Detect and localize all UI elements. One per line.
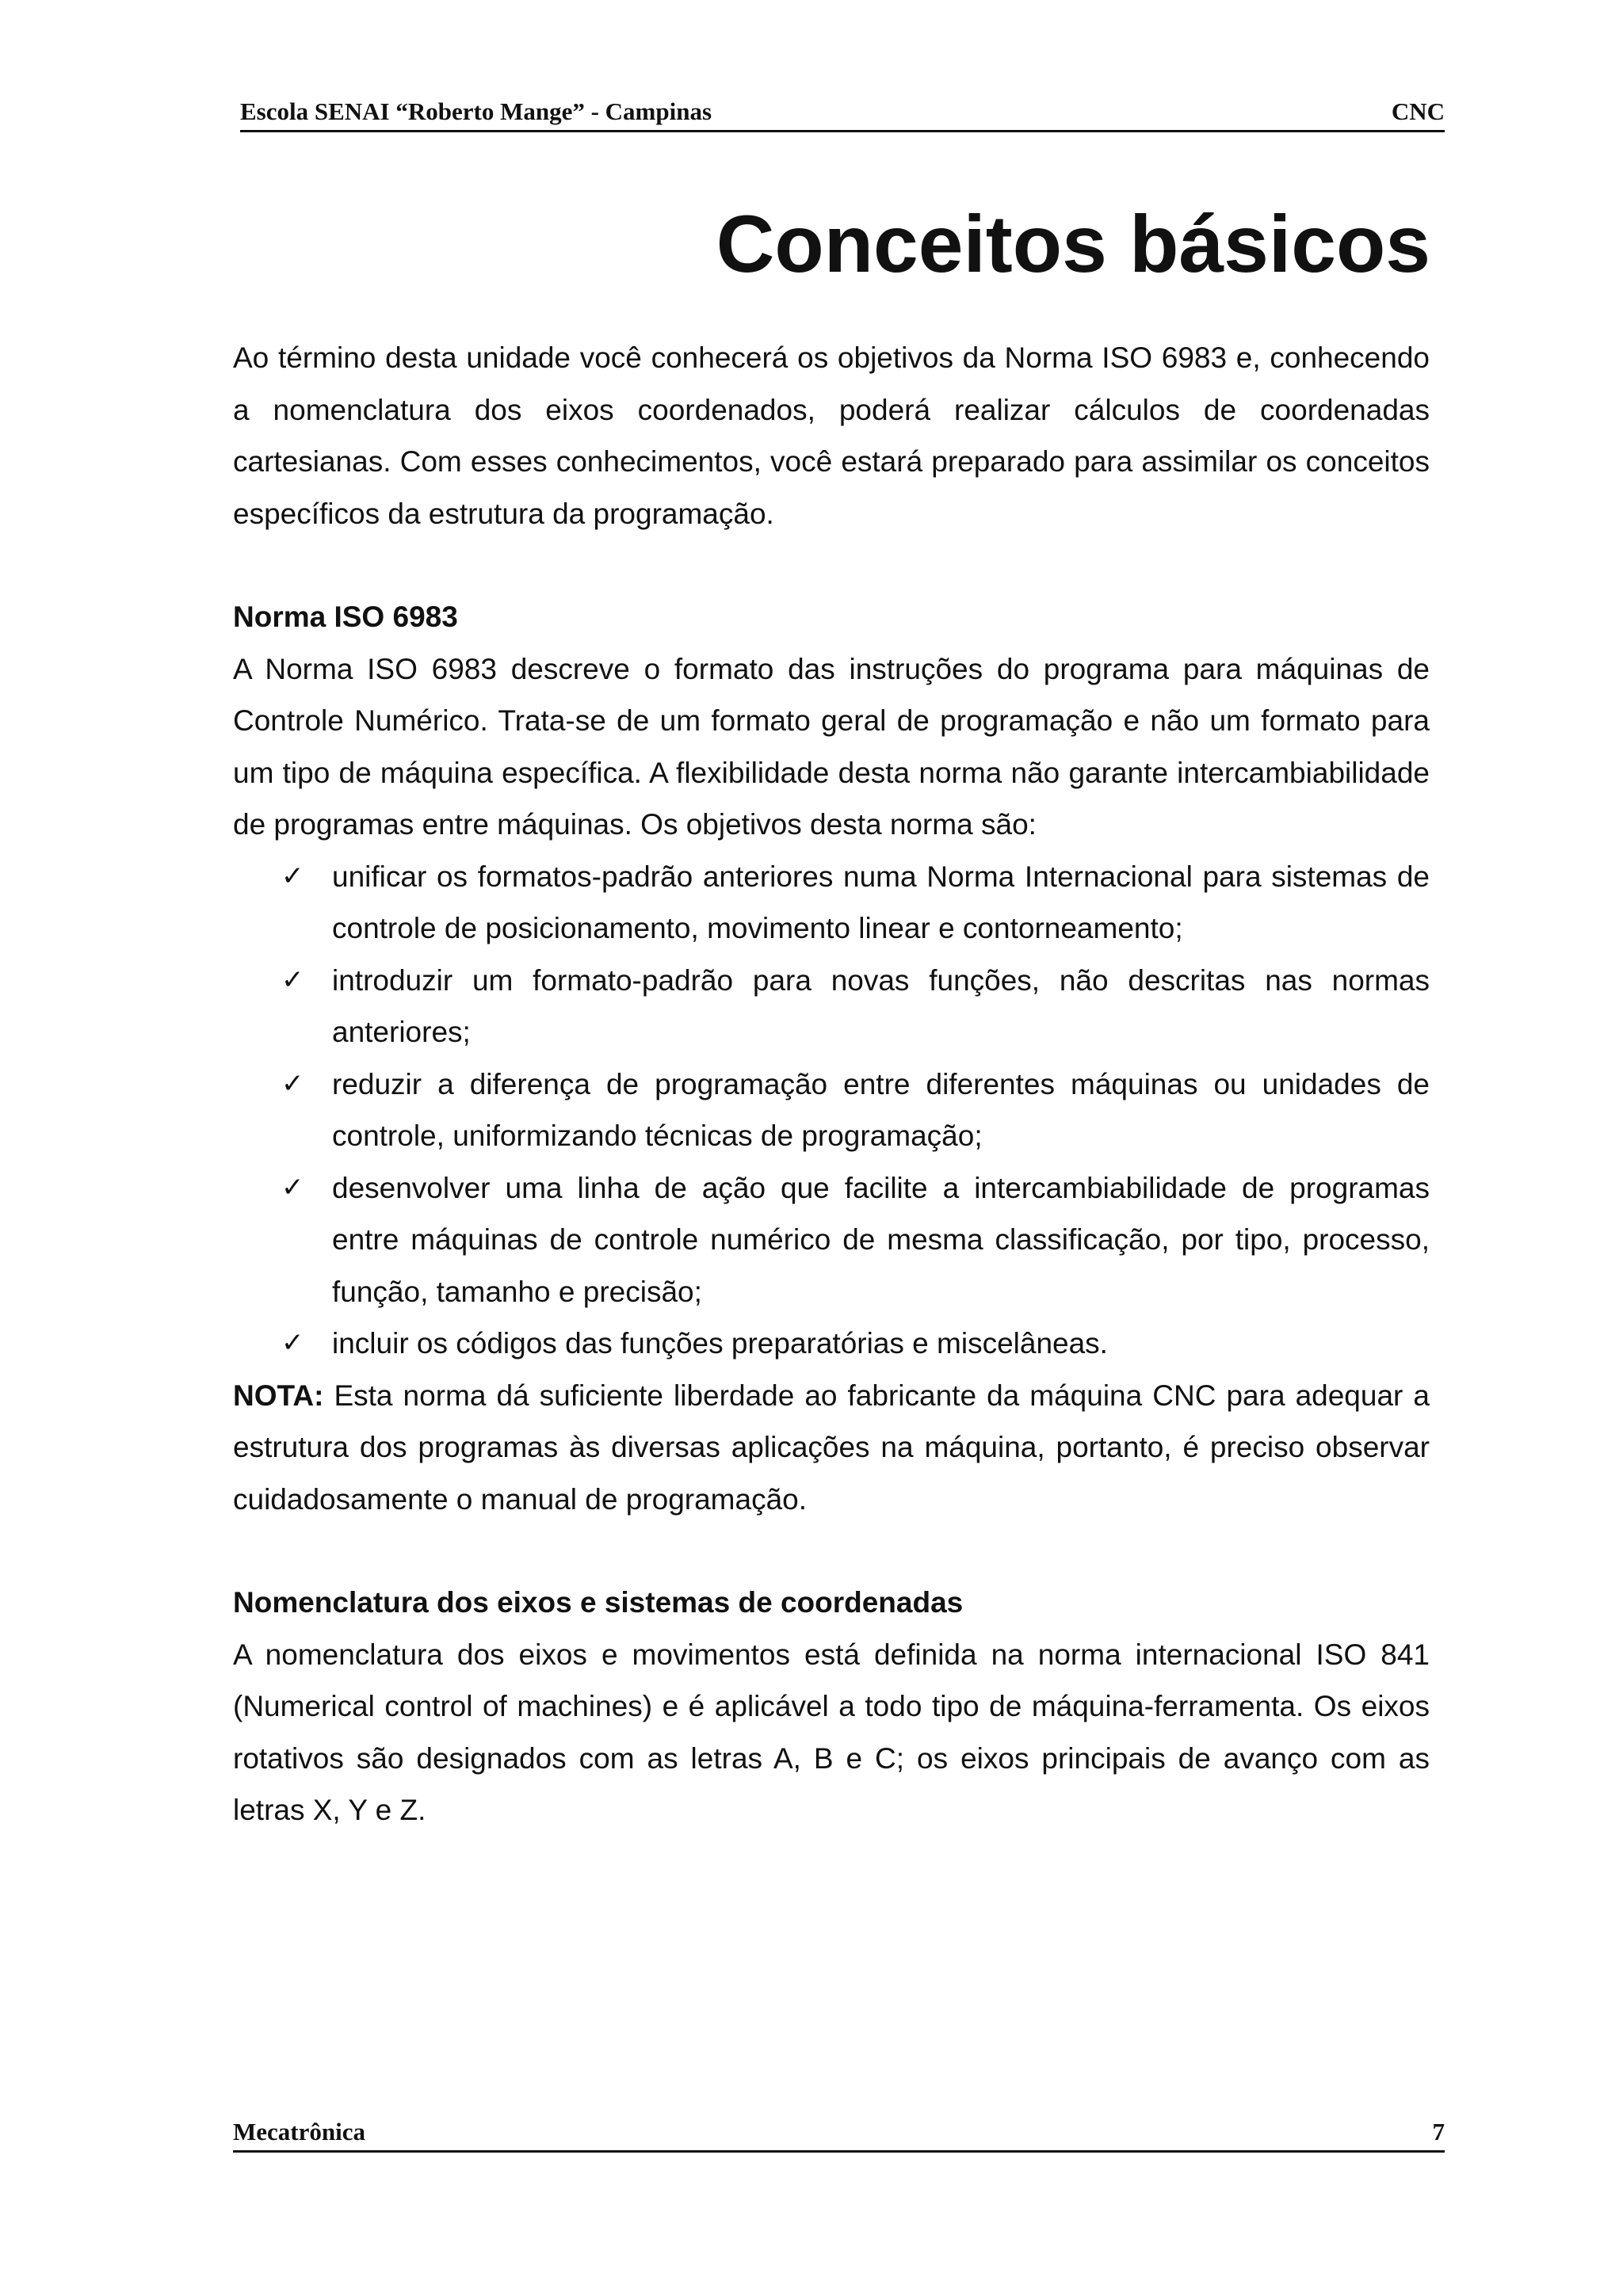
section-heading-nomenclature: Nomenclatura dos eixos e sistemas de coordenadas bbox=[233, 1586, 964, 1619]
list-item-text: unificar os formatos-padrão anteriores numa Norma Internacional para sistemas de controle de posicionamento, movimento linear e contorneamento; bbox=[332, 860, 1430, 944]
list-item bbox=[281, 851, 1430, 955]
page-footer bbox=[233, 2114, 1445, 2153]
page-header bbox=[240, 93, 1445, 132]
header-course: CNC bbox=[1391, 97, 1445, 125]
check-icon: ✓ bbox=[281, 1327, 304, 1359]
check-icon: ✓ bbox=[281, 1067, 304, 1100]
page-content bbox=[233, 332, 1430, 1836]
list-item bbox=[281, 955, 1430, 1058]
note-paragraph bbox=[233, 1370, 1430, 1526]
list-item-text: reduzir a diferença de programação entre diferentes máquinas ou unidades de controle, uniformizando técnicas de programação; bbox=[332, 1067, 1430, 1152]
intro-paragraph: Ao término desta unidade você conhecerá os objetivos da Norma ISO 6983 e, conhecendo a nomenclatura dos eixos coordenados, poderá realizar cálculos de coordenadas cartesianas. Com esses conhecimentos, você estará preparado para assimilar os conceitos específicos da estrutura da programação. bbox=[233, 341, 1430, 530]
list-item-text: desenvolver uma linha de ação que facilite a intercambiabilidade de programas entre máquinas de controle numérico de mesma classificação, por tipo, processo, função, tamanho e precisão; bbox=[332, 1171, 1430, 1308]
spacer bbox=[233, 540, 1430, 591]
list-item bbox=[281, 1318, 1430, 1370]
page-title: Conceitos básicos bbox=[716, 199, 1430, 289]
section-heading-iso6983: Norma ISO 6983 bbox=[233, 601, 458, 633]
check-icon: ✓ bbox=[281, 963, 304, 996]
nomenclature-paragraph: A nomenclatura dos eixos e movimentos está definida na norma internacional ISO 841 (Numerical control of machines) e é aplicável a todo tipo de máquina-ferramenta. Os eixos rotativos são designados com as letras A, B e C; os eixos principais de avanço com as letras X, Y e Z. bbox=[233, 1638, 1430, 1826]
list-item-text: introduzir um formato-padrão para novas funções, não descritas nas normas anteriores; bbox=[332, 963, 1430, 1048]
objectives-list bbox=[233, 851, 1430, 1370]
iso6983-paragraph: A Norma ISO 6983 descreve o formato das instruções do programa para máquinas de Controle Numérico. Trata-se de um formato geral de programação e não um formato para um tipo de máquina específica. A flexibilidade desta norma não garante intercambiabilidade de programas entre máquinas. Os objetivos desta norma são: bbox=[233, 652, 1430, 841]
check-icon: ✓ bbox=[281, 1171, 304, 1203]
note-label: NOTA: bbox=[233, 1379, 324, 1412]
page-number: 7 bbox=[1432, 2118, 1445, 2145]
header-school: Escola SENAI “Roberto Mange” - Campinas bbox=[240, 97, 712, 125]
list-item-text: incluir os códigos das funções preparatórias e miscelâneas. bbox=[332, 1327, 1108, 1360]
note-text: Esta norma dá suficiente liberdade ao fabricante da máquina CNC para adequar a estrutura dos programas às diversas aplicações na máquina, portanto, é preciso observar cuidadosamente o manual de programação. bbox=[233, 1379, 1430, 1516]
footer-course-name: Mecatrônica bbox=[233, 2118, 365, 2145]
list-item bbox=[281, 1058, 1430, 1162]
check-icon: ✓ bbox=[281, 860, 304, 892]
spacer bbox=[233, 1525, 1430, 1577]
list-item bbox=[281, 1162, 1430, 1318]
